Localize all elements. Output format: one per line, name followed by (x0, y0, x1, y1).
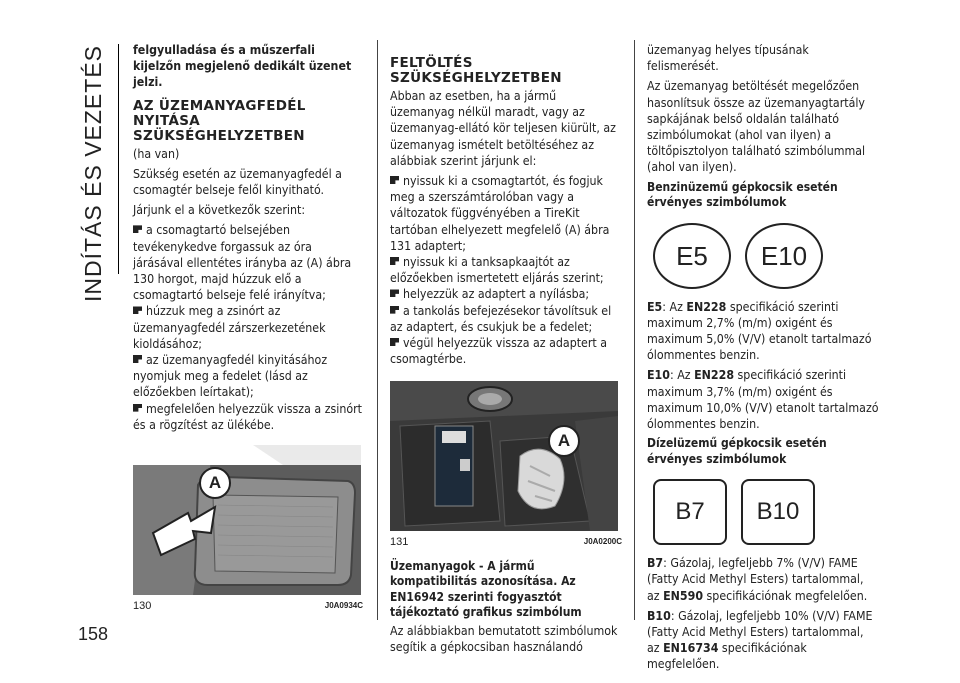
figure-130 (133, 445, 361, 595)
list-item: nyissuk ki a tanksapkaajtót az előzőekben ismertetett eljárás szerint; (390, 255, 604, 286)
section-heading: AZ ÜZEMANYAGFEDÉL NYITÁSA SZÜKSÉGHELYZETBEN (133, 97, 306, 144)
fuel-description-e5: E5: Az EN228 specifikáció szerinti maximum 2,7% (m/m) oxigént és maximum 5,0% (V/V) etanolt tartalmazó ólommentes benzin. (647, 299, 872, 363)
list-item: helyezzük az adaptert a nyílásba; (390, 286, 622, 302)
fuel-symbol-e5: E5 (653, 223, 731, 289)
trunk-illustration (133, 445, 361, 595)
bullet-icon (390, 338, 399, 346)
figure-caption (133, 598, 363, 614)
bullet-icon (133, 225, 142, 233)
bullet-icon (390, 176, 399, 184)
list-item: megfelelően helyezzük vissza a zsinórt és a rögzítést az ülékébe. (133, 401, 363, 432)
column-2 (390, 42, 622, 659)
bullet-icon (390, 257, 399, 265)
list-item: a tankolás befejezésekor távolítsuk el az adaptert, és csukjuk be a fedelet; (390, 303, 612, 334)
list-item: húzzuk meg a zsinórt az üzemanyagfedél zárszerkezetének kioldásához; (133, 304, 326, 351)
bullet-icon (390, 306, 399, 314)
diesel-symbols (653, 479, 879, 545)
paragraph: üzemanyag helyes típusának felismerését. (647, 43, 809, 74)
figure-caption (390, 534, 622, 550)
list-item: végül helyezzük vissza az adaptert a csomagtérbe. (390, 336, 608, 367)
page-number: 158 (78, 624, 109, 644)
bullet-icon (133, 404, 142, 412)
subsection-heading: Dízelüzemű gépkocsik esetén érvényes szimbólumok (647, 436, 827, 466)
paragraph: Az üzemanyag betöltését megelőzően hasonlítsuk össze az üzemanyagtartály sapkájának belső oldalán található szimbólumokat (ahol van ilyen) a töltőpisztolyon található szimbólummal (ahol van ilyen). (647, 79, 866, 175)
column-divider (634, 40, 635, 620)
bullet-icon (133, 355, 142, 363)
column-1 (133, 42, 363, 614)
intro-text: felgyulladása és a műszerfali kijelzőn megjelenő dedikált üzenet jelzi. (133, 43, 352, 90)
fuel-description-b10: B10: Gázolaj, legfeljebb 10% (V/V) FAME (Fatty Acid Methyl Esters) tartalommal, az EN16734 specifikációnak megfelelően. (647, 608, 873, 672)
figure-number: 130 (133, 600, 152, 613)
list-item: az üzemanyagfedél kinyitásához nyomjuk meg a fedelet (lásd az előzőekben leírtakat); (133, 353, 328, 400)
list-item: nyissuk ki a csomagtartót, és fogjuk meg a szerszámtárolóban vagy a változatok függvényében a TireKit tartóban elhelyezett megfelelő (A) ábra 131 adaptert; (390, 174, 610, 253)
figure-131 (390, 381, 618, 531)
paragraph: Járjunk el a következők szerint: (133, 203, 306, 218)
section-title: INDÍTÁS ÉS VEZETÉS (80, 45, 106, 302)
fuel-symbol-b7: B7 (653, 479, 727, 545)
figure-code: J0A0934C (324, 601, 363, 611)
subsection-heading: Üzemanyagok - A jármű kompatibilitás azonosítása. Az EN16942 szerinti fogyasztót tájékoztató grafikus szimbólum (390, 558, 582, 620)
fuel-symbol-e10: E10 (745, 223, 823, 289)
figure-code: J0A0200C (583, 537, 622, 547)
subheading: (ha van) (133, 146, 180, 161)
column-divider (377, 40, 378, 620)
fuel-description-e10: E10: Az EN228 specifikáció szerinti maximum 3,7% (m/m) oxigént és maximum 10,0% (V/V) etanolt tartalmazó ólommentes benzin. (647, 368, 879, 432)
list-item: a csomagtartó belsejében tevékenykedve forgassuk az óra járásával ellentétes irányba az (A) ábra 130 horgot, majd húzzuk elő a csomagtartó belseje felé irányítva; (133, 223, 352, 303)
sidebar-rule (118, 44, 119, 274)
paragraph: Az alábbiakban bemutatott szimbólumok segítik a gépkocsiban használandó (390, 623, 618, 654)
bullet-icon (133, 306, 142, 314)
tool-compartment-illustration (390, 381, 618, 531)
paragraph: Abban az esetben, ha a jármű üzemanyag nélkül maradt, vagy az üzemanyag-ellátó kör teljesen kiürült, az üzemanyag ismételt betöltéséhez az alábbiak szerint járjunk el: (390, 89, 616, 168)
callout-label: A (199, 467, 231, 499)
column-3 (647, 42, 879, 677)
fuel-description-b7: B7: Gázolaj, legfeljebb 7% (V/V) FAME (Fatty Acid Methyl Esters) tartalommal, az EN590 specifikációnak megfelelően. (647, 556, 868, 603)
bullet-icon (390, 289, 399, 297)
paragraph: Szükség esetén az üzemanyagfedél a csomagtér belseje felől kinyitható. (133, 166, 342, 198)
figure-number: 131 (390, 536, 409, 549)
section-heading: FELTÖLTÉS SZÜKSÉGHELYZETBEN (390, 55, 562, 86)
callout-label: A (548, 425, 580, 457)
petrol-symbols (653, 223, 879, 289)
fuel-symbol-b10: B10 (741, 479, 815, 545)
sidebar (78, 40, 112, 320)
subsection-heading: Benzinüzemű gépkocsik esetén érvényes szimbólumok (647, 179, 838, 210)
